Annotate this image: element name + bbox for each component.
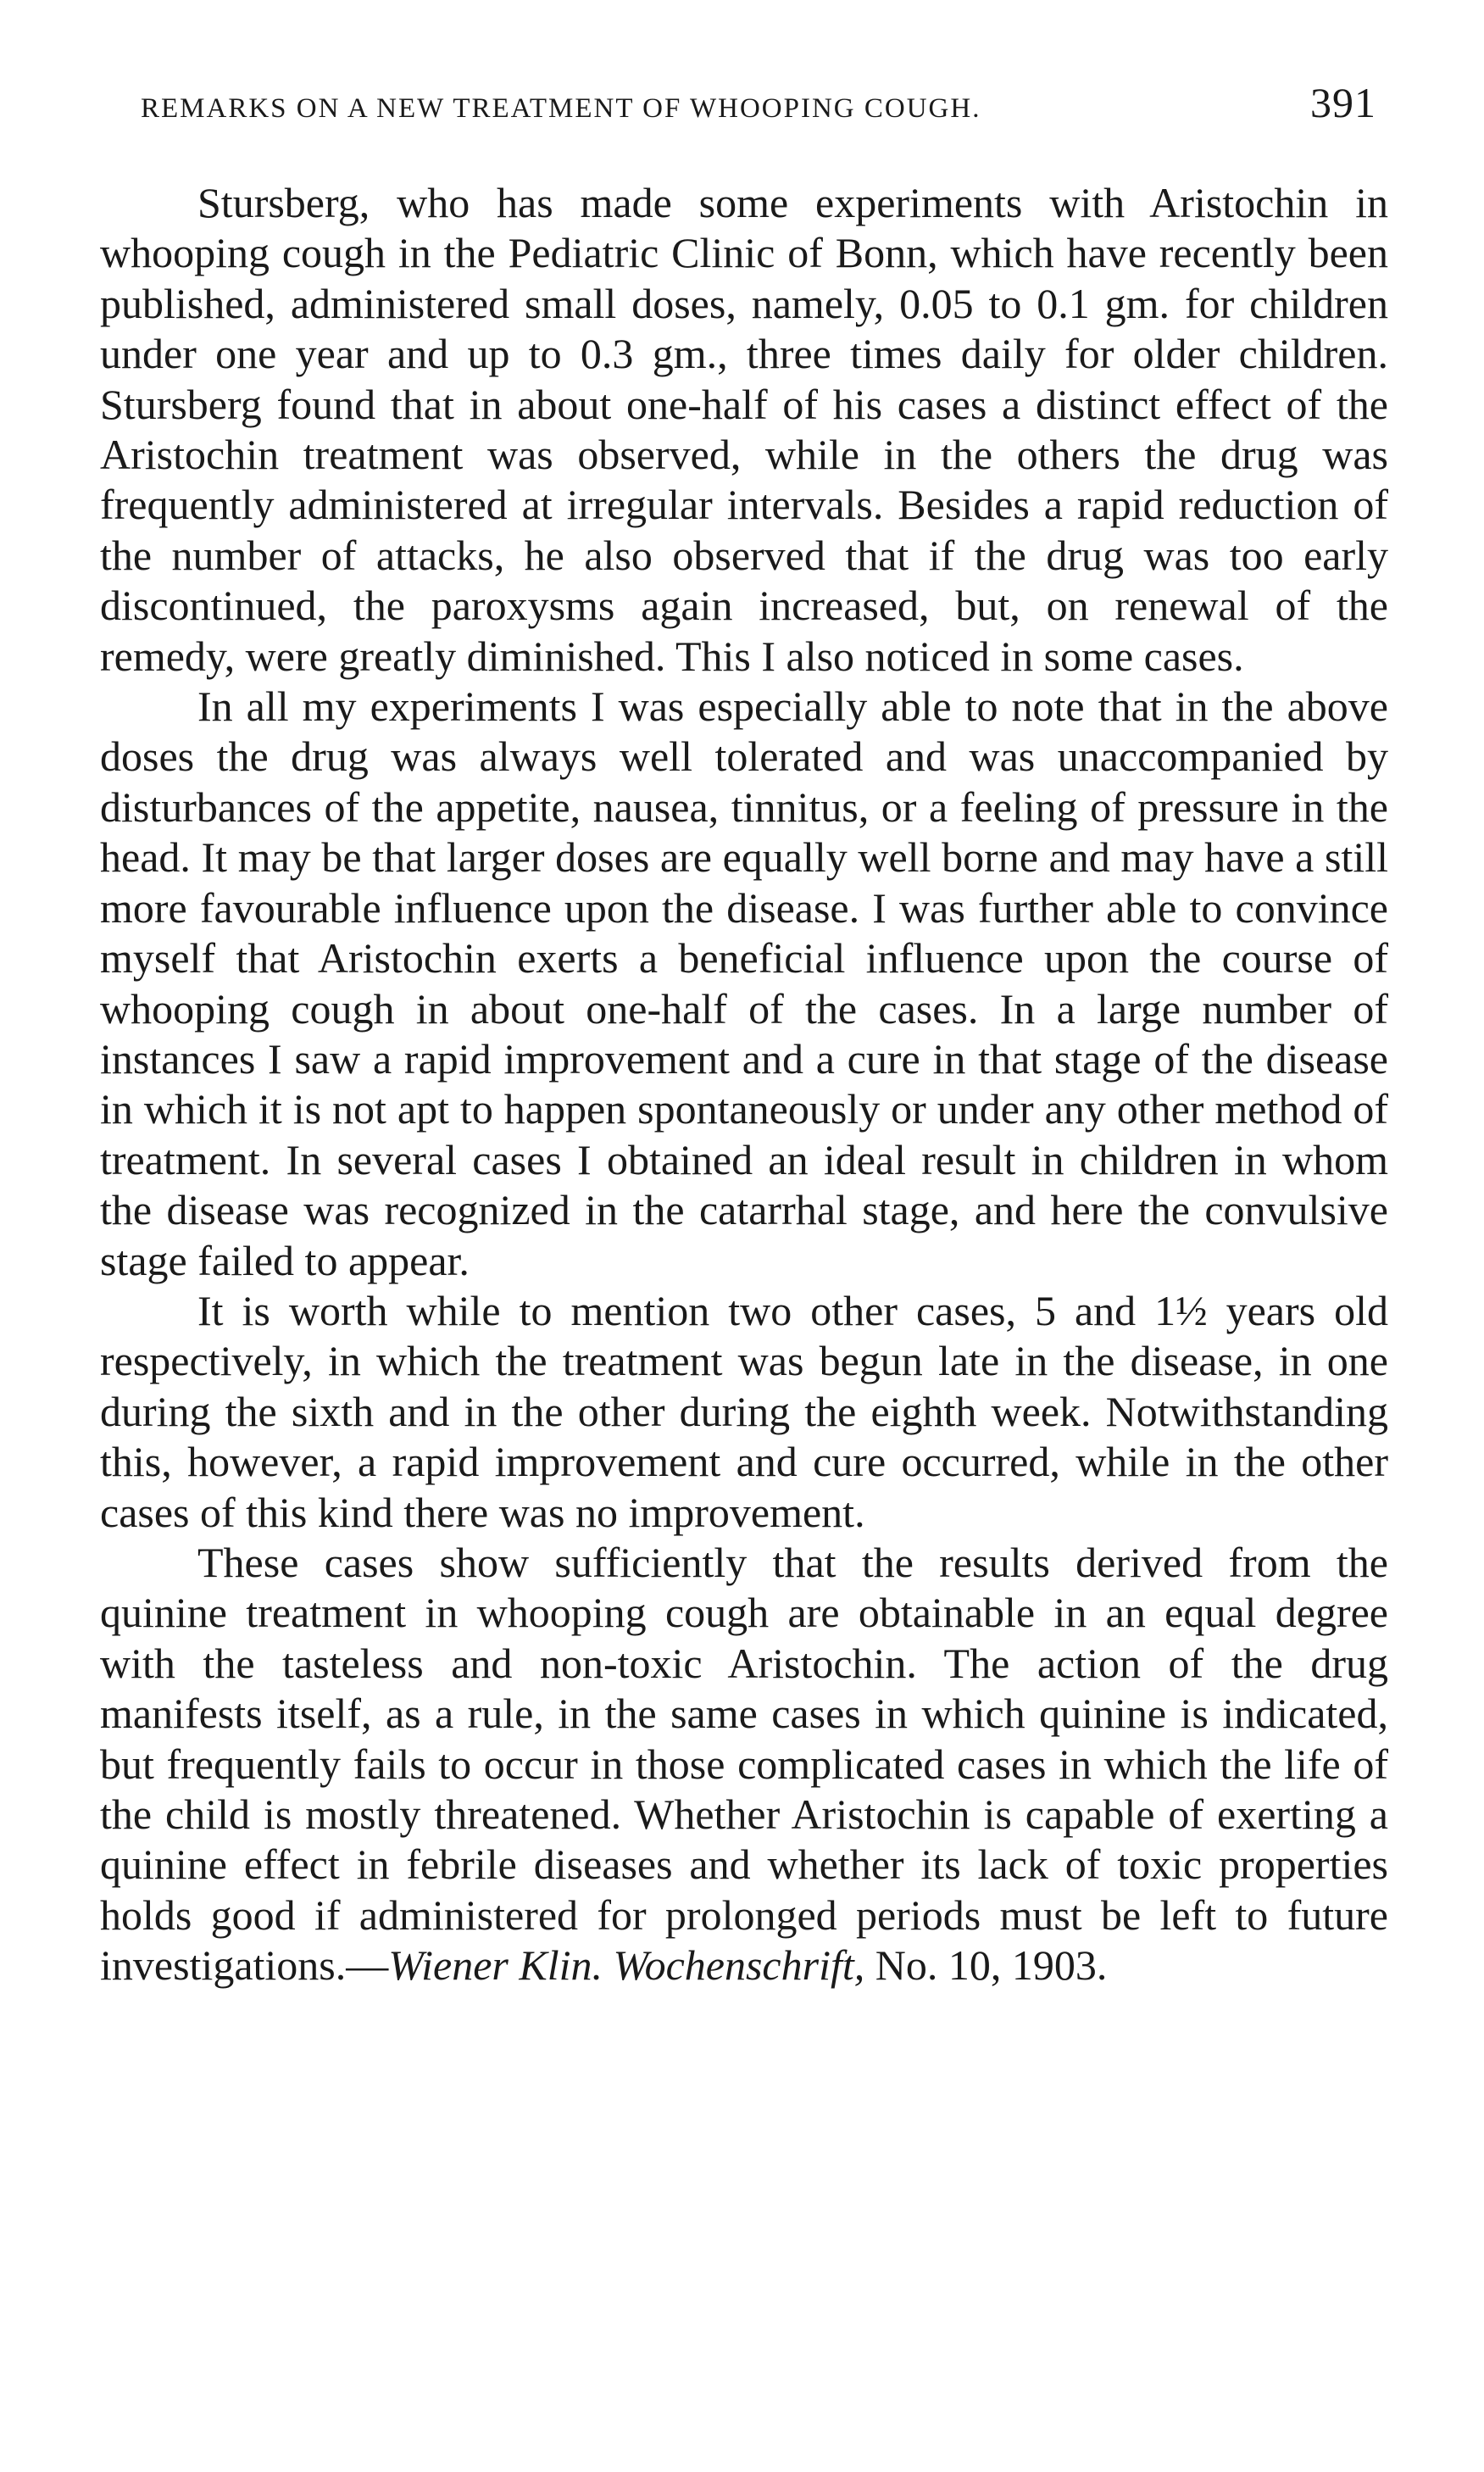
running-title: REMARKS ON A NEW TREATMENT OF WHOOPING COUGH. <box>141 93 981 124</box>
paragraph-4 <box>100 1538 1388 1991</box>
running-head <box>100 78 1388 129</box>
citation-dash: — <box>346 1941 389 1990</box>
paragraph-3: It is worth while to mention two other cases, 5 and 1½ years old respectively, in which the treatment was begun late in the disease, in one during the sixth and in the other during the eighth week. Notwithstanding this, however, a rapid improvement and cure occurred, while in the other cases of this kind there was no improvement. <box>100 1286 1388 1536</box>
page-number: 391 <box>1310 79 1376 126</box>
body-text <box>100 178 1388 1991</box>
citation-issue: No. 10, 1903. <box>875 1941 1108 1990</box>
document-page <box>100 78 1388 1991</box>
paragraph-4-text: These cases show sufficiently that the results derived from the quinine treatment in whooping cough are obtainable in an equal degree with the tasteless and non-toxic Aristochin. The action of the drug manifests itself, as a rule, in the same cases in which quinine is indicated, but frequently fails to occur in those complicated cases in which the life of the child is mostly threatened. Whether Aristochin is capable of exerting a quinine effect in febrile diseases and whether its lack of toxic properties holds good if administered for prolonged periods must be left to future investigations. <box>100 1538 1388 1990</box>
paragraph-2: In all my experiments I was especially able to note that in the above doses the drug was always well tolerated and was unaccompanied by disturbances of the appetite, nausea, tinnitus, or a feeling of pressure in the head. It may be that larger doses are equally well borne and may have a still more favourable influence upon the disease. I was further able to convince myself that Aristochin exerts a beneficial influence upon the course of whooping cough in about one-half of the cases. In a large number of instances I saw a rapid improvement and a cure in that stage of the disease in which it is not apt to happen spontaneously or under any other method of treatment. In several cases I obtained an ideal result in children in whom the disease was recognized in the catarrhal stage, and here the convulsive stage failed to appear. <box>100 682 1388 1284</box>
paragraph-1: Stursberg, who has made some experiments with Aristochin in whooping cough in the Pediatric Clinic of Bonn, which have recently been published, administered small doses, namely, 0.05 to 0.1 gm. for children under one year and up to 0.3 gm., three times daily for older children. Stursberg found that in about one-half of his cases a distinct effect of the Aristochin treatment was observed, while in the others the drug was frequently administered at irregular intervals. Besides a rapid reduction of the number of attacks, he also observed that if the drug was too early discontinued, the paroxysms again increased, but, on renewal of the remedy, were greatly diminished. This I also noticed in some cases. <box>100 179 1388 680</box>
citation-journal: Wiener Klin. Wochenschrift, <box>388 1941 865 1990</box>
